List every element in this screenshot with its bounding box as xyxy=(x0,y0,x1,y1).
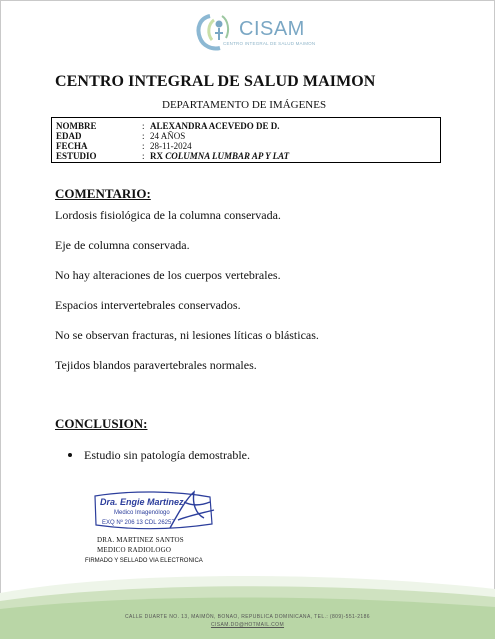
study-description: COLUMNA LUMBAR AP Y LAT xyxy=(165,151,290,161)
logo-subtitle: CENTRO INTEGRAL DE SALUD MAIMON xyxy=(223,41,316,46)
patient-info-box xyxy=(51,117,441,163)
comentario-heading: COMENTARIO: xyxy=(55,186,151,201)
stamp-role: Medico Imagenólogo xyxy=(114,510,170,516)
info-label: EDAD xyxy=(56,131,82,141)
info-label: FECHA xyxy=(56,141,88,151)
study-type xyxy=(150,151,289,161)
footer-wave-decoration xyxy=(0,575,495,639)
department-title: DEPARTAMENTO DE IMÁGENES xyxy=(162,99,327,111)
footer-contact xyxy=(0,622,495,628)
stamp-registration: EXQ Nº 206 13 CDL 26257 xyxy=(102,520,175,526)
footer-email[interactable]: CISAM.DO@HOTMAIL.COM xyxy=(210,622,285,628)
stamp-name: Dra. Engie Martinez xyxy=(100,497,184,507)
signer-name: DRA. MARTINEZ SANTOS xyxy=(97,536,184,544)
comentario-paragraph: Espacios intervertebrales conservados. xyxy=(55,298,241,312)
comentario-paragraph: Eje de columna conservada. xyxy=(55,238,190,252)
info-separator: : xyxy=(142,121,145,131)
bullet-icon xyxy=(68,453,72,457)
patient-name: ALEXANDRA ACEVEDO DE D. xyxy=(150,121,280,131)
patient-age: 24 AÑOS xyxy=(150,131,186,141)
logo-name: CISAM xyxy=(239,18,305,40)
cisam-logo xyxy=(192,10,316,54)
info-label: NOMBRE xyxy=(56,121,97,131)
conclusion-heading: CONCLUSION: xyxy=(55,416,148,431)
comentario-paragraph: Tejidos blandos paravertebrales normales. xyxy=(55,358,257,372)
comentario-paragraph: No se observan fracturas, ni lesiones líticas o blásticas. xyxy=(55,328,319,342)
study-prefix: RX xyxy=(150,151,163,161)
info-label: ESTUDIO xyxy=(56,151,97,161)
info-separator: : xyxy=(142,141,145,151)
signature-note: FIRMADO Y SELLADO VIA ELECTRONICA xyxy=(85,558,203,564)
doctor-stamp xyxy=(94,495,212,533)
logo-emblem-icon xyxy=(192,10,240,54)
comentario-paragraph: Lordosis fisiológica de la columna conservada. xyxy=(55,208,281,222)
study-date: 28-11-2024 xyxy=(150,141,192,151)
conclusion-text: Estudio sin patología demostrable. xyxy=(84,448,250,462)
document-title: CENTRO INTEGRAL DE SALUD MAIMON xyxy=(55,73,376,90)
info-separator: : xyxy=(142,131,145,141)
footer-address: CALLE DUARTE NO. 13, MAIMÓN, BONAO, REPUBLICA DOMINICANA, TEL.: (809)-551-2186 xyxy=(125,614,370,620)
info-separator: : xyxy=(142,151,145,161)
comentario-paragraph: No hay alteraciones de los cuerpos vertebrales. xyxy=(55,268,281,282)
signer-role: MEDICO RADIOLOGO xyxy=(97,546,172,554)
